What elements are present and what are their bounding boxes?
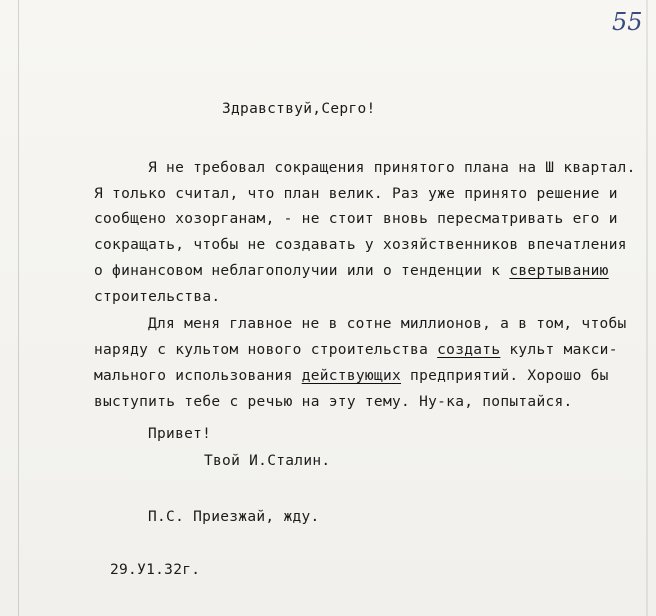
paragraph1-line5-text: о финансовом неблагополучии или о тенденции к: [94, 263, 510, 279]
signature: Твой И.Сталин.: [204, 453, 331, 469]
date: 29.У1.32г.: [110, 562, 201, 578]
paragraph2-line3: [94, 369, 609, 384]
paragraph2-line4: выступить тебе с речью на эту тему. Ну-ка, попытайся.: [94, 394, 573, 410]
underlined-word-sozdat: создать: [437, 342, 501, 358]
paragraph1-line6: строительства.: [94, 289, 221, 305]
paragraph1-line5: [94, 264, 609, 279]
handwritten-page-number: 55: [612, 8, 643, 36]
paragraph2-line2: [94, 343, 618, 358]
underlined-word-svertyvaniyu: свертыванию: [509, 263, 609, 279]
underlined-word-deystvuyushchikh: действующих: [301, 368, 402, 384]
paragraph1-line2: Я только считал, что план велик. Раз уже принято решение и: [94, 186, 618, 202]
paragraph1-line3: сообщено хозорганам, - не стоит вновь пересматривать его и: [94, 211, 618, 227]
closing-greeting: Привет!: [148, 426, 212, 442]
paragraph2-line3-pre: мального использования: [94, 368, 302, 384]
paragraph1-line4: сокращать, чтобы не создавать у хозяйственников впечатления: [94, 237, 627, 253]
postscript: П.С. Приезжай, жду.: [148, 509, 320, 525]
paragraph2-line2-post: культ макси-: [500, 342, 618, 358]
paragraph1-line1: Я не требовал сокращения принятого плана на Ш квартал.: [148, 160, 636, 176]
paragraph2-line2-pre: наряду с культом нового строительства: [94, 342, 438, 358]
paragraph2-line1: Для меня главное не в сотне миллионов, а в том, чтобы: [148, 316, 627, 332]
paragraph2-line3-post: предприятий. Хорошо бы: [401, 368, 609, 384]
greeting: Здравствуй,Серго!: [222, 101, 376, 117]
page-fold-line: [18, 0, 19, 616]
page-right-edge: [646, 0, 648, 616]
